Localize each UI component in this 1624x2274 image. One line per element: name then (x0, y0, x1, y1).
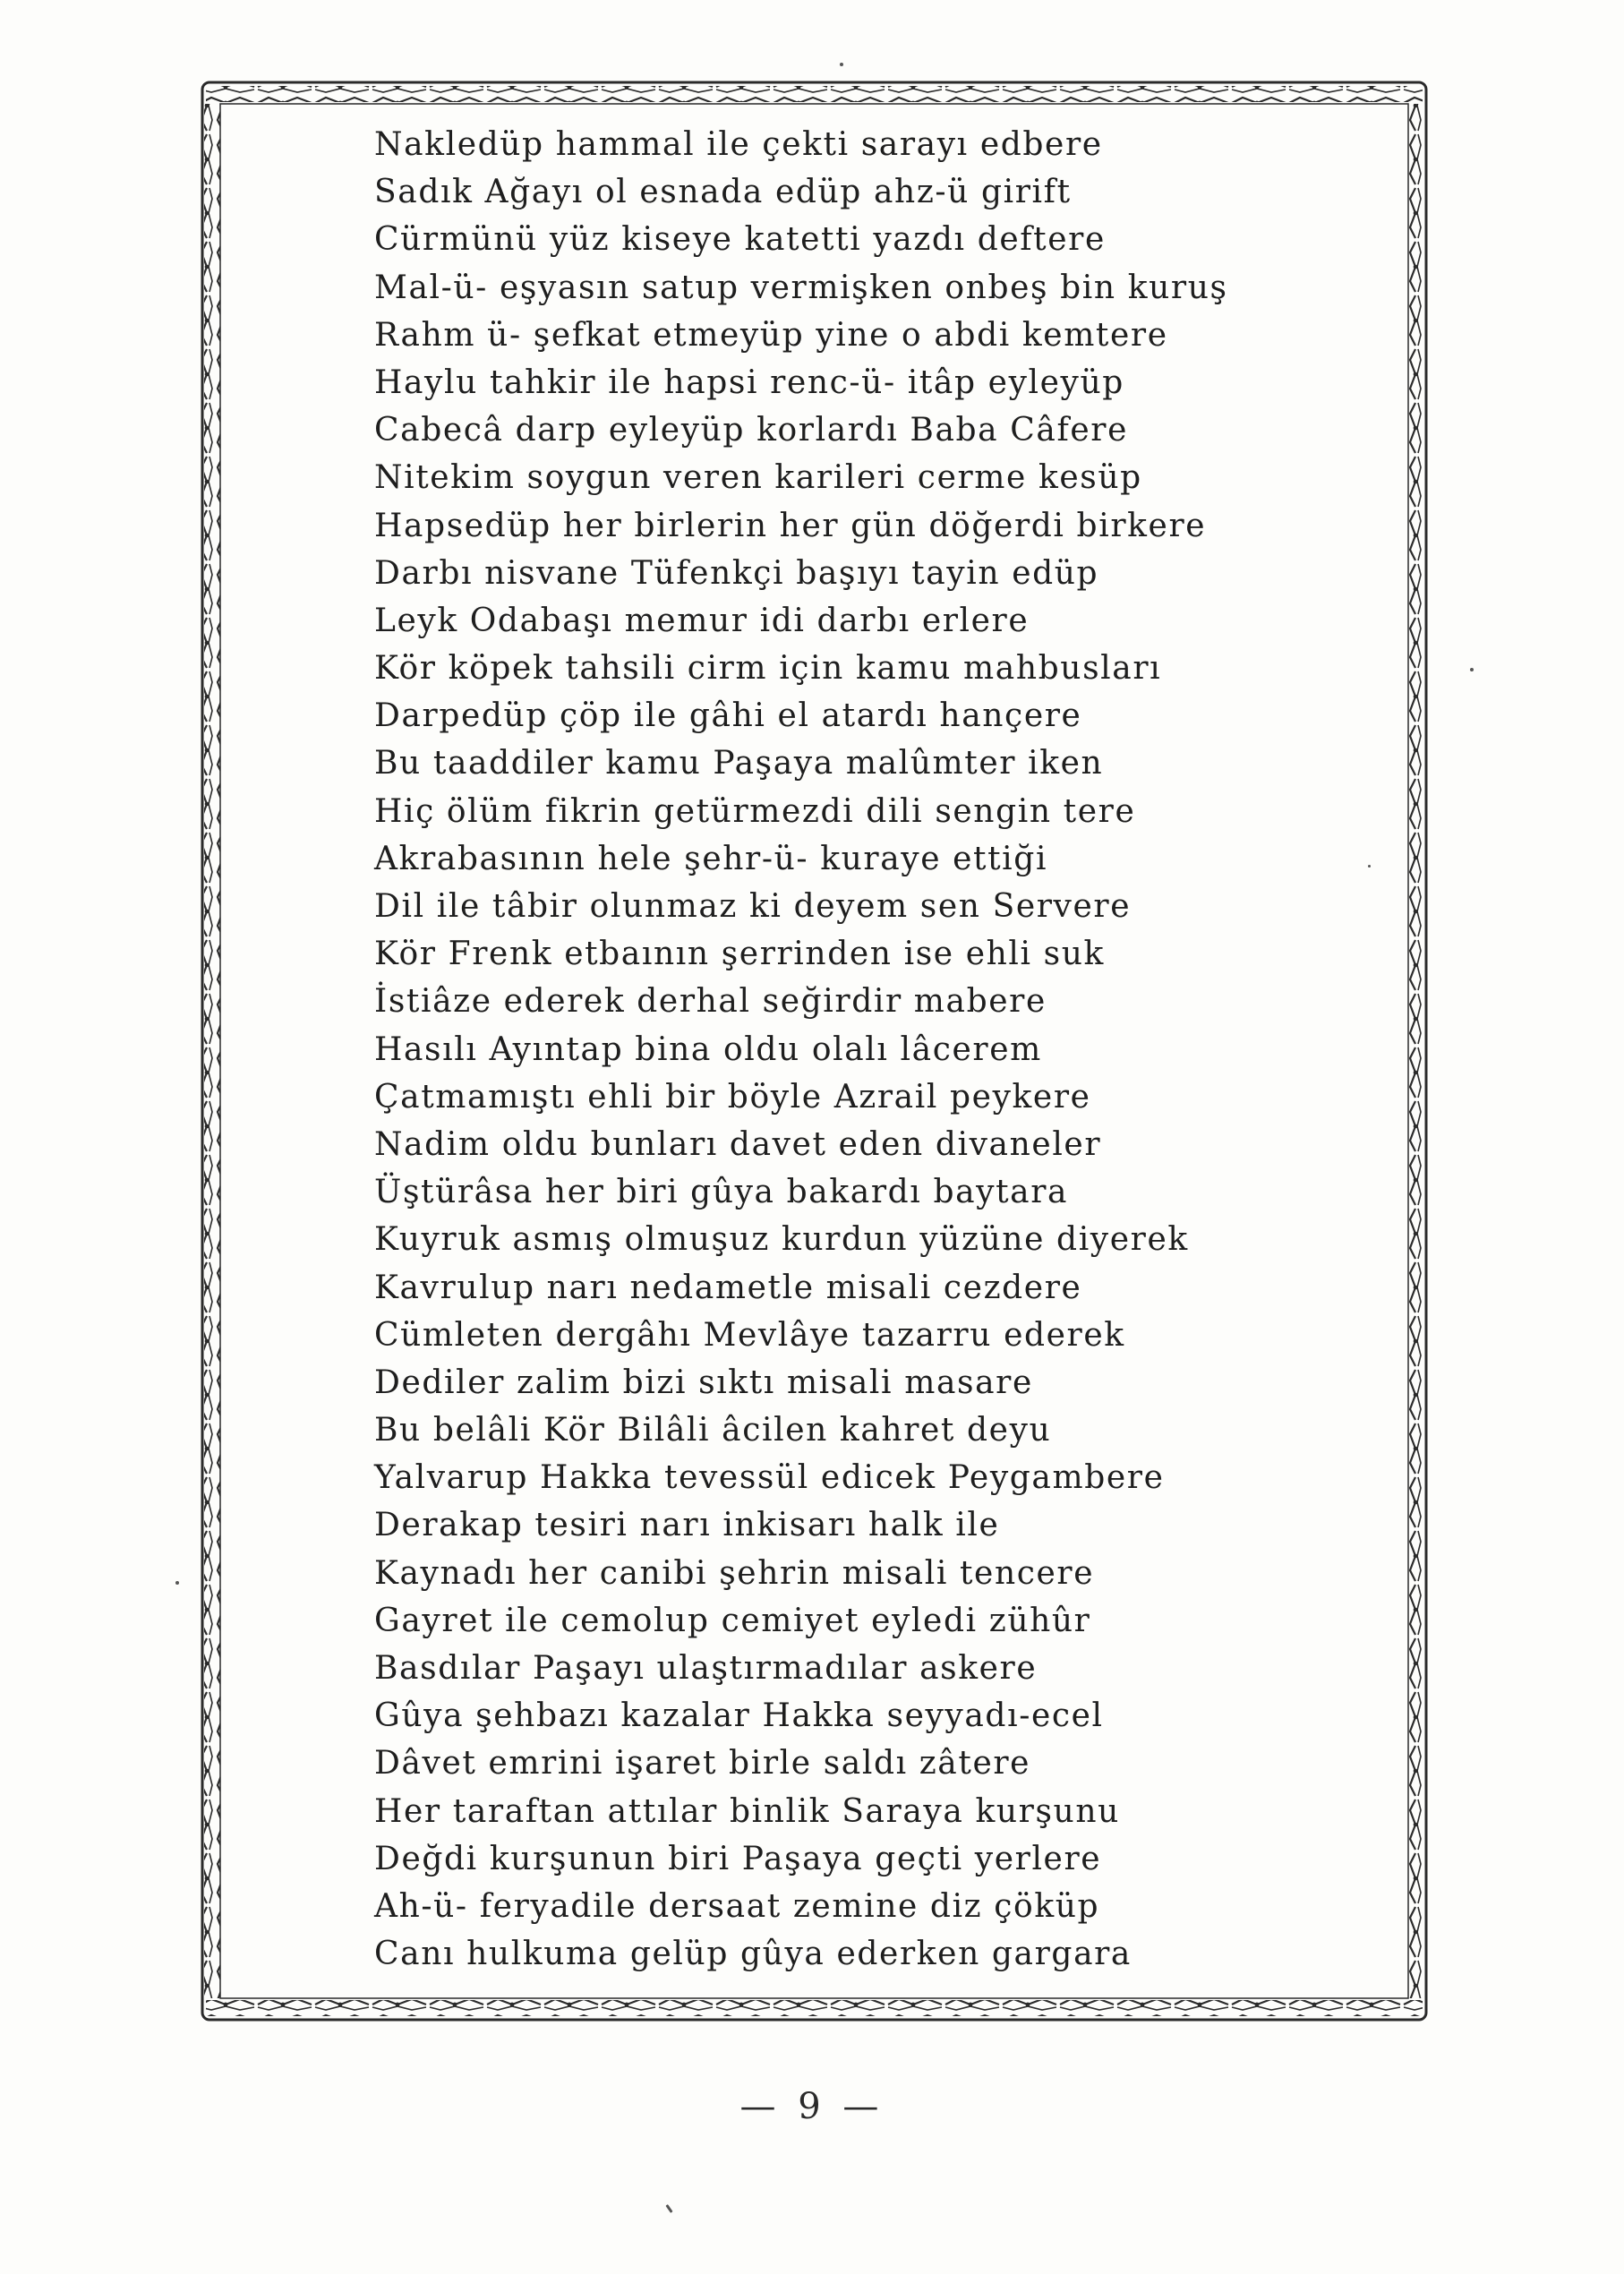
verse-line: Çatmamıştı ehli bir böyle Azrail peykere (374, 1078, 1091, 1116)
verse-line: Gayret ile cemolup cemiyet eyledi zühûr (374, 1602, 1091, 1639)
verse-line: Cabecâ darp eyleyüp korlardı Baba Câfere (374, 412, 1129, 449)
scan-speck (1470, 668, 1474, 671)
verse-line: Hasılı Ayıntap bina oldu olalı lâcerem (374, 1030, 1042, 1068)
scan-speck (1368, 865, 1371, 868)
verse-line: Kaynadı her canibi şehrin misali tencere (374, 1554, 1095, 1592)
verse-line: Kör Frenk etbaının şerrinden ise ehli suk (374, 936, 1105, 973)
verse-line: Bu taaddiler kamu Paşaya malûmter iken (374, 745, 1104, 782)
verse-line: Gûya şehbazı kazalar Hakka seyyadı-ecel (374, 1697, 1104, 1735)
verse-line: Haylu tahkir ile hapsi renc-ü- itâp eyleyüp (374, 363, 1124, 401)
verse-line: Cürmünü yüz kiseye katetti yazdı deftere (374, 221, 1106, 259)
verse-line: Hiç ölüm fikrin getürmezdi dili sengin tere (374, 792, 1136, 830)
page-number: — 9 — (739, 2086, 885, 2127)
verse-line: Üştürâsa her biri gûya bakardı baytara (374, 1174, 1069, 1211)
verse-line: Cümleten dergâhı Mevlâye tazarru ederek (374, 1316, 1125, 1354)
verse-line: Her taraftan attılar binlik Saraya kurşunu (374, 1792, 1120, 1830)
verse-line: Basdılar Paşayı ulaştırmadılar askere (374, 1650, 1038, 1687)
verse-line: Canı hulkuma gelüp gûya ederken gargara (374, 1936, 1132, 1973)
verse-line: Bu belâli Kör Bilâli âcilen kahret deyu (374, 1412, 1052, 1449)
verse-line: Darbı nisvane Tüfenkçi başıyı tayin edüp (374, 554, 1099, 592)
verse-line: Değdi kurşunun biri Paşaya geçti yerlere (374, 1840, 1102, 1877)
verse-line: Derakap tesiri narı inkisarı halk ile (374, 1507, 1000, 1544)
verse-line: Leyk Odabaşı memur idi darbı erlere (374, 602, 1030, 639)
verse-line: Sadık Ağayı ol esnada edüp ahz-ü girift (374, 174, 1072, 211)
scan-speck (840, 63, 843, 66)
verse-line: Kuyruk asmış olmuşuz kurdun yüzüne diyerek (374, 1221, 1189, 1259)
poem-verses (374, 121, 1341, 1978)
verse-line: Rahm ü- şefkat etmeyüp yine o abdi kemtere (374, 316, 1168, 354)
verse-line: Akrabasının hele şehr-ü- kuraye ettiği (374, 840, 1048, 877)
verse-line: Nadim oldu bunları davet eden divaneler (374, 1125, 1102, 1163)
verse-line: Kavrulup narı nedametle misali cezdere (374, 1269, 1082, 1306)
verse-line: Yalvarup Hakka tevessül edicek Peygambere (374, 1459, 1165, 1497)
verse-line: İstiâze ederek derhal seğirdir mabere (374, 983, 1047, 1021)
scan-speck (175, 1581, 179, 1585)
verse-line: Dediler zalim bizi sıktı misali masare (374, 1364, 1033, 1401)
verse-line: Ah-ü- feryadile dersaat zemine diz çöküp (374, 1887, 1100, 1925)
verse-line: Hapsedüp her birlerin her gün döğerdi birkere (374, 507, 1207, 544)
verse-line: Nakledüp hammal ile çekti sarayı edbere (374, 126, 1103, 163)
verse-line: Kör köpek tahsili cirm için kamu mahbusları (374, 650, 1162, 688)
verse-line: Mal-ü- eşyasın satup vermişken onbeş bin kuruş (374, 269, 1228, 306)
verse-line: Darpedüp çöp ile gâhi el atardı hançere (374, 697, 1082, 735)
scan-speck (665, 2204, 672, 2213)
verse-line: Dil ile tâbir olunmaz ki deyem sen Servere (374, 888, 1132, 925)
verse-line: Dâvet emrini işaret birle saldı zâtere (374, 1745, 1031, 1782)
verse-line: Nitekim soygun veren karileri cerme kesüp (374, 459, 1142, 497)
